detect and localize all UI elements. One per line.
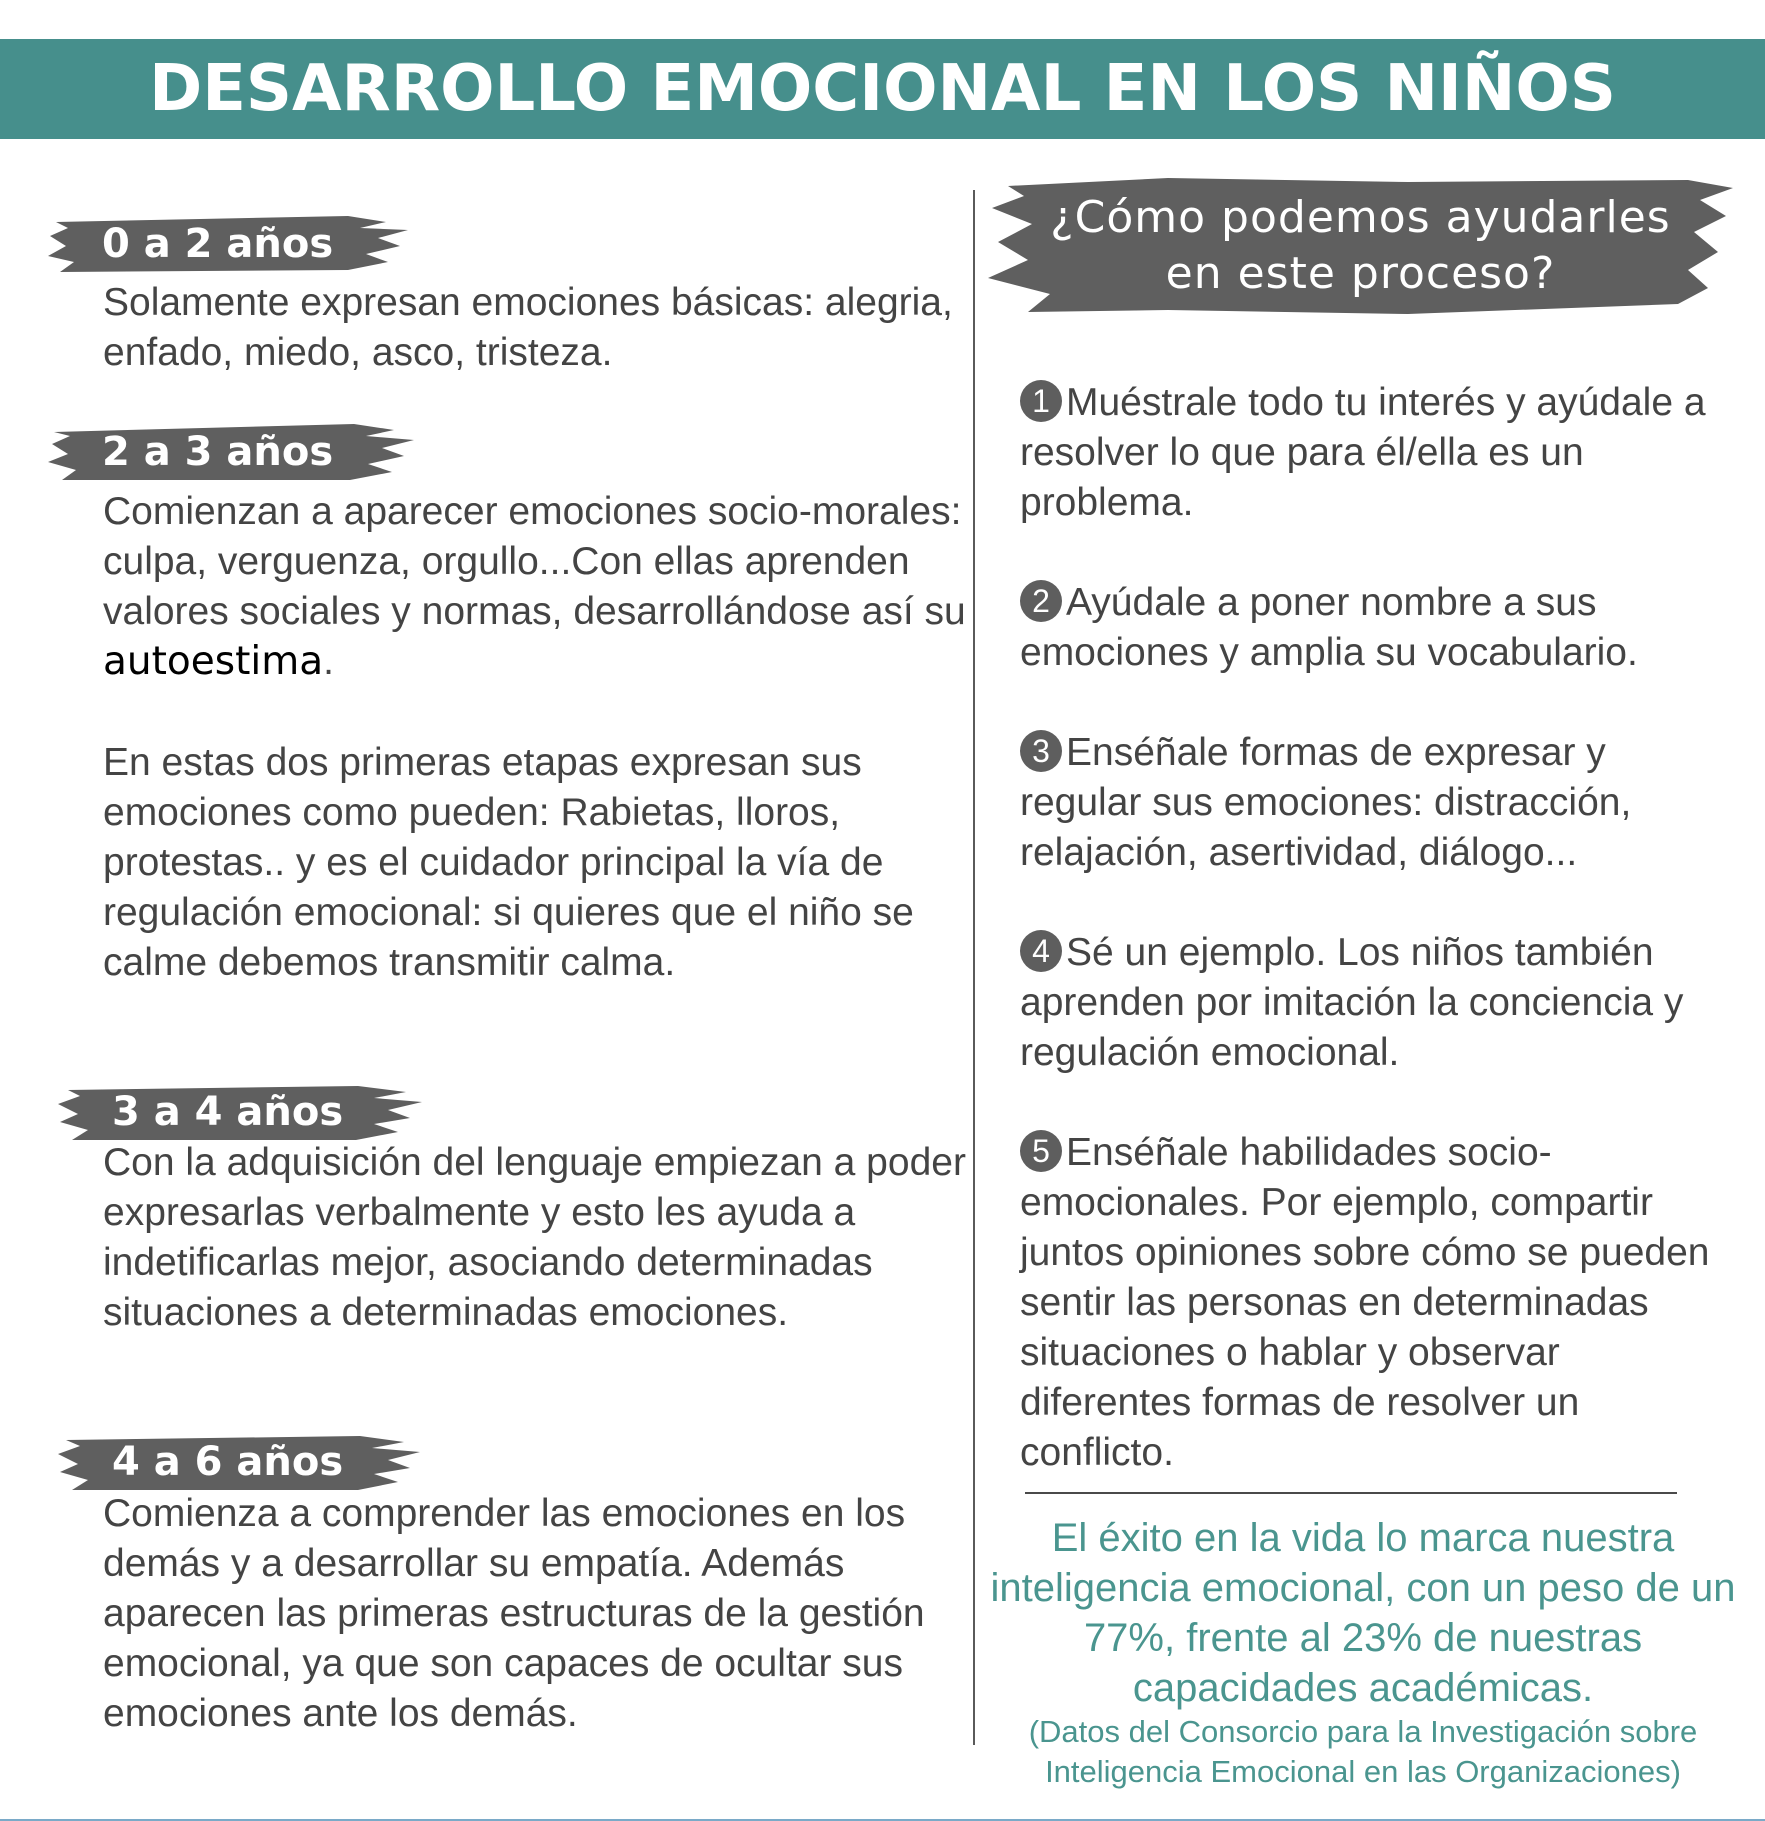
stage-text-3-4: Con la adquisición del lenguaje empiezan a poder expresarlas verbalmente y esto les ayuda a indetificarlas mejor, asociando determinadas situaciones a determinadas emociones. <box>103 1141 966 1334</box>
quote-separator <box>1025 1492 1677 1494</box>
help-step-text: Sé un ejemplo. Los niños también aprenden por imitación la conciencia y regulación emocional. <box>1020 931 1684 1074</box>
help-step-text: Enséñale formas de expresar y regular sus emociones: distracción, relajación, asertividad, diálogo... <box>1020 731 1632 874</box>
step-number-badge: 4 <box>1020 930 1062 972</box>
quote-source: (Datos del Consorcio para la Investigación sobre Inteligencia Emocional en las Organizaciones) <box>1028 1714 1698 1789</box>
age-tag-3-4 <box>58 1080 428 1144</box>
autoestima-highlight: autoestima <box>103 639 324 684</box>
help-heading-line-2: en este proceso? <box>1165 248 1556 299</box>
step-number-badge: 3 <box>1020 730 1062 772</box>
help-heading <box>988 190 1733 302</box>
age-tag-label: 4 a 6 años <box>112 1439 344 1485</box>
help-step-2 <box>1020 578 1720 678</box>
step-number-badge: 2 <box>1020 580 1062 622</box>
stage-text-2-3-body: Comienzan a aparecer emociones socio-morales: culpa, verguenza, orgullo...Con ellas aprenden valores sociales y normas, desarrollándose así su <box>103 490 966 633</box>
step-number-badge: 5 <box>1020 1130 1062 1172</box>
help-step-5 <box>1020 1128 1720 1478</box>
help-step-text: Enséñale habilidades socio-emocionales. Por ejemplo, compartir juntos opiniones sobre cómo se pueden sentir las personas en determinadas situaciones o hablar y observar diferentes formas de resolver un conflicto. <box>1020 1131 1710 1474</box>
stage-text-2-3-end: . <box>323 640 334 683</box>
stage-summary-text: En estas dos primeras etapas expresan sus emociones como pueden: Rabietas, lloros, protestas.. y es el cuidador principal la vía de regulación emocional: si quieres que el niño se calme debemos transmitir calma. <box>103 741 914 984</box>
help-step-text: Ayúdale a poner nombre a sus emociones y amplia su vocabulario. <box>1020 581 1638 674</box>
age-tag-4-6 <box>58 1430 428 1494</box>
help-step-text: Muéstrale todo tu interés y ayúdale a resolver lo que para él/ella es un problema. <box>1020 381 1706 524</box>
help-heading-box <box>988 172 1733 322</box>
help-step-1 <box>1020 378 1720 528</box>
help-heading-line-1: ¿Cómo podemos ayudarles <box>1050 192 1671 243</box>
step-number-badge: 1 <box>1020 380 1062 422</box>
age-tag-label: 2 a 3 años <box>102 429 334 475</box>
age-tag-label: 3 a 4 años <box>112 1089 344 1135</box>
column-divider <box>973 190 975 1745</box>
help-step-4 <box>1020 928 1720 1078</box>
title-banner <box>0 39 1765 139</box>
age-tag-2-3 <box>48 420 418 484</box>
help-step-3 <box>1020 728 1720 878</box>
page-title: DESARROLLO EMOCIONAL EN LOS NIÑOS <box>149 52 1616 126</box>
stage-text-4-6: Comienza a comprender las emociones en los demás y a desarrollar su empatía. Además aparecen las primeras estructuras de la gestión emocional, ya que son capaces de ocultar sus emociones ante los demás. <box>103 1492 925 1735</box>
stage-text-2-3 <box>103 487 973 687</box>
stage-text-0-2: Solamente expresan emociones básicas: alegria, enfado, miedo, asco, tristeza. <box>103 281 953 374</box>
quote-text: El éxito en la vida lo marca nuestra inteligencia emocional, con un peso de un 77%, frente al 23% de nuestras capacidades académicas. <box>990 1516 1736 1710</box>
age-tag-label: 0 a 2 años <box>102 221 334 267</box>
age-tag-0-2 <box>48 212 418 276</box>
